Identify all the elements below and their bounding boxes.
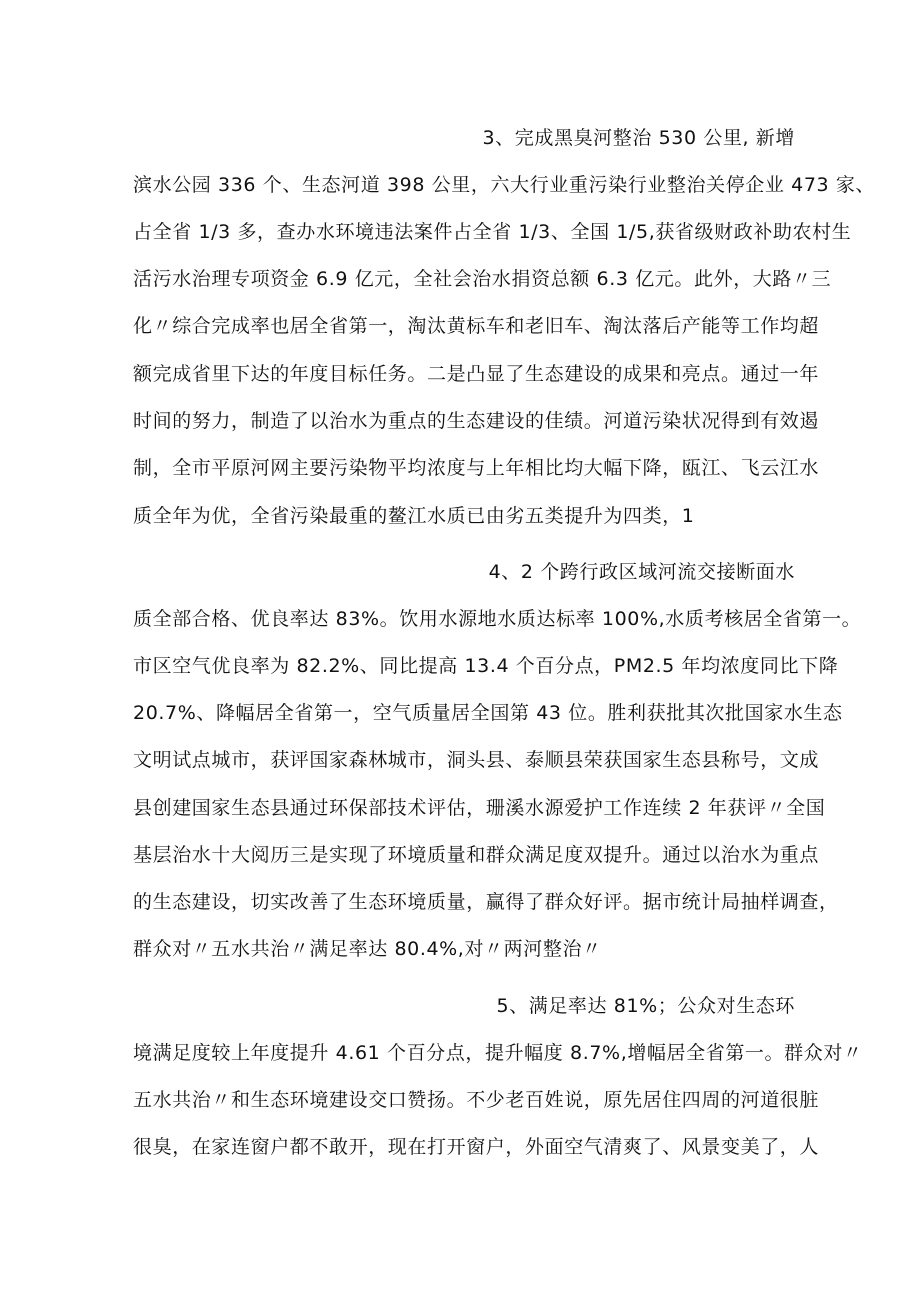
text-line: 很臭，在家连窗户都不敢开，现在打开窗户，外面空气清爽了、风景变美了，人 — [133, 1136, 820, 1158]
text-line: 制，全市平原河网主要污染物平均浓度与上年相比均大幅下降，瓯江、飞云江水 — [133, 457, 820, 479]
text-line: 市区空气优良率为 82.2%、同比提高 13.4 个百分点，PM2.5 年均浓度同比下降 — [133, 655, 839, 677]
text-line: 活污水治理专项资金 6.9 亿元，全社会治水捐资总额 6.3 亿元。此外，大路〃三 — [133, 268, 832, 290]
text-line: 质全年为优，全省污染最重的鳌江水质已由劣五类提升为四类，1 — [133, 505, 695, 527]
text-line: 占全省 1/3 多，查办水环境违法案件占全省 1/3、全国 1/5,获省级财政补助农村生 — [133, 221, 852, 243]
text-line: 县创建国家生态县通过环保部技术评估，珊溪水源爱护工作连续 2 年获评〃全国 — [133, 797, 826, 819]
text-line: 滨水公园 336 个、生态河道 398 公里，六大行业重污染行业整治关停企业 473 家、 — [133, 174, 876, 196]
text-line: 基层治水十大阅历三是实现了环境质量和群众满足度双提升。通过以治水为重点 — [133, 844, 820, 866]
text-line: 额完成省里下达的年度目标任务。二是凸显了生态建设的成果和亮点。通过一年 — [133, 363, 820, 385]
text-line: 4、2 个跨行政区域河流交接断面水 — [488, 561, 795, 583]
text-line: 质全部合格、优良率达 83%。饮用水源地水质达标率 100%,水质考核居全省第一。 — [133, 608, 862, 630]
text-line: 5、满足率达 81%；公众对生态环 — [496, 995, 795, 1017]
text-line: 化〃综合完成率也居全省第一，淘汰黄标车和老旧车、淘汰落后产能等工作均超 — [133, 315, 820, 337]
text-line: 境满足度较上年度提升 4.61 个百分点，提升幅度 8.7%,增幅居全省第一。群众对〃 — [133, 1042, 863, 1064]
text-line: 五水共治〃和生态环境建设交口赞扬。不少老百姓说，原先居住四周的河道很脏 — [133, 1089, 820, 1111]
text-line: 群众对〃五水共治〃满足率达 80.4%,对〃两河整治〃 — [133, 938, 602, 960]
text-line: 的生态建设，切实改善了生态环境质量，赢得了群众好评。据市统计局抽样调查， — [133, 891, 839, 913]
text-line: 3、完成黑臭河整治 530 公里, 新增 — [482, 127, 795, 149]
text-line: 时间的努力，制造了以治水为重点的生态建设的佳绩。河道污染状况得到有效遏 — [133, 410, 820, 432]
text-line: 文明试点城市，获评国家森林城市，洞头县、泰顺县荣获国家生态县称号，文成 — [133, 749, 820, 771]
text-line: 20.7%、降幅居全省第一，空气质量居全国第 43 位。胜利获批其次批国家水生态 — [133, 702, 843, 724]
